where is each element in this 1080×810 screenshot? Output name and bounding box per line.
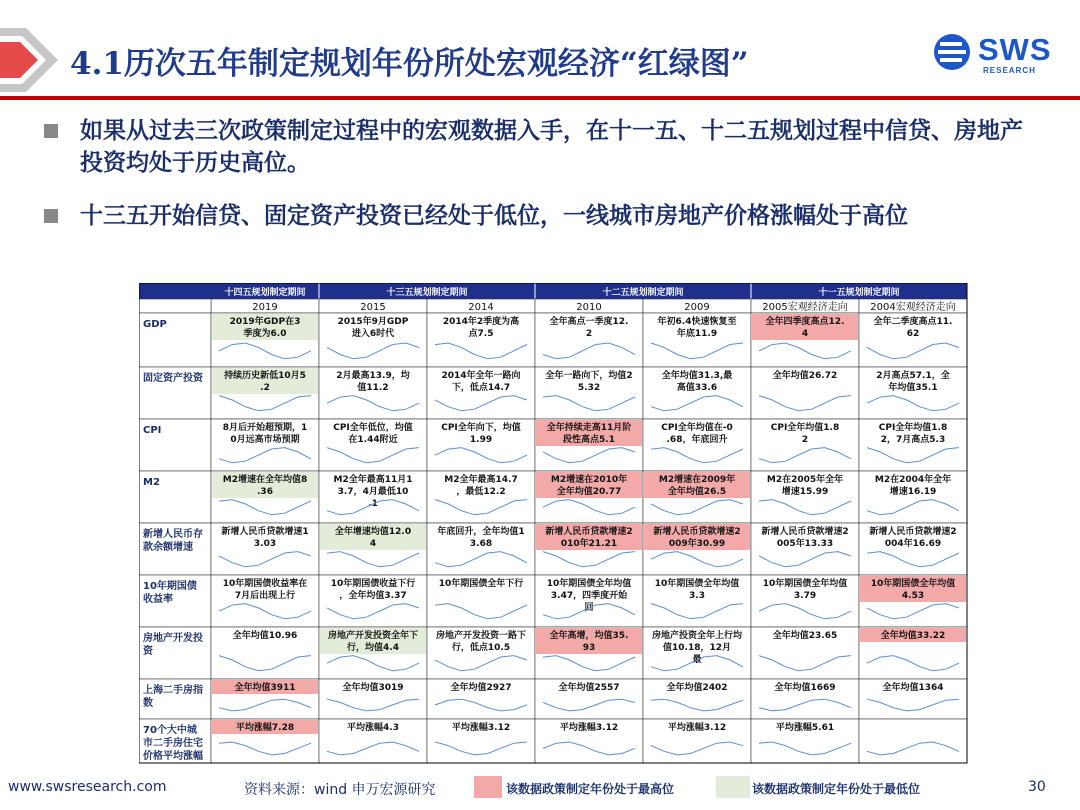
- cell-text: M2全年最高11月1: [333, 475, 413, 485]
- cell-text: 增速16.19: [889, 487, 937, 497]
- cell-text: 10年期国债收益率在: [222, 579, 308, 589]
- footer-url: www.swsresearch.com: [8, 779, 167, 795]
- cell-text: 全年二季度高点11.: [873, 317, 953, 327]
- cell-text: 10年期国债收益下行: [330, 579, 416, 589]
- cell-text: CPI全年均值1.8: [770, 423, 840, 433]
- cell-text: 3.7，4月最低10: [337, 487, 409, 497]
- cell-text: 10年期国债全年均值: [546, 579, 632, 589]
- cell-text: 值11.2: [357, 383, 389, 393]
- cell-text: 进入6时代: [351, 329, 395, 339]
- cell-text: 新增人民币贷款增速1: [221, 527, 309, 537]
- data-cell: [859, 719, 967, 763]
- cell-text: 2: [585, 329, 593, 339]
- year-label: 2009: [684, 302, 710, 313]
- cell-text: 行，低点10.5: [451, 643, 511, 653]
- year-label: 2010: [576, 302, 602, 313]
- cell-text: 全年高点一季度12.: [549, 317, 629, 327]
- cell-text: .68，年底回升: [666, 435, 728, 445]
- cell-text: 2月高点57.1，全: [876, 371, 950, 381]
- cell-text: 房地产投资全年上行均: [651, 631, 743, 641]
- cell-text: 全年均值1364: [882, 683, 944, 693]
- cell-text: 全年均值10.96: [232, 631, 298, 641]
- row-label: 固定资产投资: [143, 373, 203, 384]
- row-label: 资: [143, 646, 153, 657]
- year-label: 2005宏观经济走向: [762, 302, 848, 313]
- cell-text: 值10.18，12月: [663, 643, 731, 653]
- legend-low-swatch: [716, 776, 750, 798]
- bullet-square-icon: [44, 124, 58, 138]
- cell-text: ，最低12.2: [456, 487, 506, 497]
- cell-text: 高值33.6: [676, 383, 718, 393]
- year-label: 2019: [252, 302, 278, 313]
- cell-text: 年底11.9: [676, 329, 718, 339]
- row-label: CPI: [143, 425, 162, 436]
- row-label: 新增人民币存: [143, 529, 203, 540]
- cell-text: 2月最高13.9，均: [336, 371, 410, 381]
- cell-text: 2: [801, 435, 809, 445]
- cell-text: 010年21.21: [560, 539, 618, 549]
- cell-text: 新增人民币贷款增速2: [545, 527, 633, 537]
- cell-text: 3.3: [689, 591, 705, 601]
- year-corner: [139, 299, 211, 313]
- cell-text: CPI全年低位，均值: [333, 423, 413, 433]
- cell-text: 全年均值26.72: [772, 371, 838, 381]
- cell-text: 0月远高市场预期: [230, 435, 300, 445]
- cell-text: .2: [260, 383, 270, 393]
- row-label: 上海二手房指: [143, 685, 203, 696]
- logo-subtext: RESEARCH: [983, 66, 1036, 75]
- cell-text: 平均涨幅3.12: [667, 723, 727, 733]
- cell-text: M2增速在全年均值8: [222, 475, 308, 485]
- cell-text: CPI全年均值1.8: [878, 423, 948, 433]
- cell-text: 005年13.33: [776, 539, 834, 549]
- cell-text: 全年均值2557: [558, 683, 620, 693]
- cell-text: .1: [368, 499, 378, 509]
- cell-text: 10年期国债全年均值: [870, 579, 956, 589]
- cell-text: .36: [257, 487, 273, 497]
- cell-text: M2增速在2009年: [658, 475, 736, 485]
- cell-text: 全年高增，均值35.: [549, 631, 629, 641]
- year-label: 2015: [360, 302, 386, 313]
- row-label: 10年期国债: [143, 581, 197, 592]
- cell-text: 3.68: [469, 539, 493, 549]
- cell-text: CPI全年向下，均值: [441, 423, 521, 433]
- cell-text: 平均涨幅3.12: [451, 723, 511, 733]
- cell-text: 004年16.69: [884, 539, 942, 549]
- row-label: 收益率: [143, 594, 173, 605]
- row-label: 70个大中城: [143, 725, 197, 736]
- group-header-label: 十三五规划制定期间: [386, 288, 468, 298]
- cell-text: 3.03: [253, 539, 277, 549]
- cell-text: 2014年2季度为高: [442, 317, 520, 327]
- cell-text: 全年增速均值12.0: [334, 527, 412, 537]
- cell-text: 3.47，四季度开始: [550, 591, 628, 601]
- cell-text: M2全年最高14.7: [444, 475, 518, 485]
- cell-text: 2019年GDP在3: [229, 317, 301, 327]
- group-header-label: 十二五规划制定期间: [602, 288, 684, 298]
- cell-text: 最: [692, 655, 702, 665]
- cell-text: 4: [801, 329, 809, 339]
- cell-text: 段性高点5.1: [563, 435, 615, 445]
- cell-text: 新增人民币贷款增速2: [869, 527, 957, 537]
- legend-high-label: 该数据政策制定年份处于最高位: [506, 782, 675, 796]
- cell-text: 009年30.99: [668, 539, 726, 549]
- cell-text: 季度为6.0: [243, 329, 287, 339]
- cell-text: 4: [369, 539, 377, 549]
- title-rule: [0, 96, 1080, 100]
- row-label: 款余额增速: [143, 542, 193, 553]
- cell-text: 10年期国债全年均值: [654, 579, 740, 589]
- cell-text: 年底回升，全年均值1: [437, 527, 525, 537]
- page-number: 30: [1028, 779, 1046, 795]
- cell-text: 全年均值23.65: [772, 631, 838, 641]
- footer-source: 资料来源：wind 申万宏源研究: [244, 782, 436, 798]
- cell-text: CPI全年均值在-0: [661, 423, 733, 433]
- cell-text: 平均涨幅3.12: [559, 723, 619, 733]
- row-label: M2: [143, 477, 160, 488]
- cell-text: 平均涨幅4.3: [347, 723, 399, 733]
- cell-text: 点7.5: [468, 329, 494, 339]
- cell-text: 平均涨幅5.61: [775, 723, 835, 733]
- cell-text: 年均值35.1: [888, 383, 938, 393]
- year-label: 2014: [468, 302, 494, 313]
- cell-text: 房地产开发投资一路下: [435, 631, 527, 641]
- cell-text: 全年均值3911: [234, 683, 296, 693]
- group-header-corner: [139, 283, 211, 299]
- cell-text: 10年期国债全年下行: [438, 579, 524, 589]
- cell-text: 8月后开始超预期，1: [222, 423, 308, 433]
- cell-text: 4.53: [901, 591, 925, 601]
- group-header-label: 十一五规划制定期间: [818, 288, 900, 298]
- cell-text: 房地产开发投资全年下: [327, 631, 419, 641]
- cell-text: 62: [906, 329, 920, 339]
- cell-text: 2015年9月GDP: [337, 317, 409, 327]
- cell-text: 回: [584, 603, 594, 613]
- bullet-2: [44, 200, 1044, 232]
- cell-text: 下，低点14.7: [451, 383, 511, 393]
- cell-text: 持续历史新低10月5: [224, 371, 306, 381]
- cell-text: 1.99: [469, 435, 493, 445]
- cell-text: 全年持续走高11月阶: [546, 423, 632, 433]
- legend-low-label: 该数据政策制定年份处于最低位: [752, 782, 921, 796]
- macro-redgreen-table: [139, 283, 969, 768]
- bullet-1-text: 如果从过去三次政策制定过程中的宏观数据入手，在十一五、十二五规划过程中信贷、房地产投资均处于历史高位。: [80, 118, 1023, 176]
- cell-text: 新增人民币贷款增速2: [653, 527, 741, 537]
- cell-text: 行，均值4.4: [347, 643, 399, 653]
- cell-text: 年初6.4快速恢复至: [657, 317, 737, 327]
- cell-text: 全年四季度高点12.: [765, 317, 845, 327]
- group-header-label: 十四五规划制定期间: [224, 288, 306, 298]
- cell-text: 全年均值1669: [774, 683, 836, 693]
- cell-text: 全年均值33.22: [880, 631, 946, 641]
- cell-text: 全年均值26.5: [667, 487, 727, 497]
- cell-text: 2014年全年一路向: [441, 371, 521, 381]
- page-title: 4.1历次五年制定规划年份所处宏观经济“红绿图”: [70, 46, 749, 82]
- title-chevron-icon: [0, 28, 64, 92]
- cell-text: M2在2005年全年: [766, 475, 844, 485]
- cell-text: M2增速在2010年: [550, 475, 628, 485]
- cell-text: 全年均值2402: [666, 683, 728, 693]
- cell-text: 5.32: [577, 383, 601, 393]
- cell-text: 全年均值20.77: [556, 487, 622, 497]
- logo-text: SWS: [978, 32, 1052, 67]
- cell-text: M2在2004年全年: [874, 475, 952, 485]
- cell-text: 增速15.99: [781, 487, 829, 497]
- legend-high-swatch: [474, 776, 502, 798]
- cell-text: 93: [582, 643, 596, 653]
- bullet-square-icon: [44, 209, 58, 223]
- cell-text: 在1.44附近: [348, 435, 398, 445]
- cell-text: 平均涨幅7.28: [235, 723, 295, 733]
- cell-text: 3.79: [793, 591, 817, 601]
- row-label: GDP: [143, 319, 167, 330]
- cell-text: 全年一路向下，均值2: [545, 371, 633, 381]
- cell-text: 全年均值3019: [342, 683, 404, 693]
- cell-text: 新增人民币贷款增速2: [761, 527, 849, 537]
- cell-text: 7月后出现上行: [234, 591, 296, 601]
- cell-text: 10年期国债全年均值: [762, 579, 848, 589]
- row-label: 价格平均涨幅: [143, 751, 203, 762]
- cell-text: 全年均值2927: [450, 683, 512, 693]
- year-label: 2004宏观经济走向: [870, 302, 956, 313]
- bullet-1: [44, 115, 1044, 179]
- row-label: 房地产开发投: [143, 633, 203, 644]
- cell-text: ，全年均值3.37: [339, 591, 407, 601]
- cell-text: 2，7月高点5.3: [880, 435, 946, 445]
- bullet-2-text: 十三五开始信贷、固定资产投资已经处于低位，一线城市房地产价格涨幅处于高位: [80, 203, 908, 229]
- row-label: 市二手房住宅: [143, 738, 203, 749]
- row-label: 数: [143, 698, 153, 709]
- cell-text: 全年均值31.3,最: [661, 371, 733, 381]
